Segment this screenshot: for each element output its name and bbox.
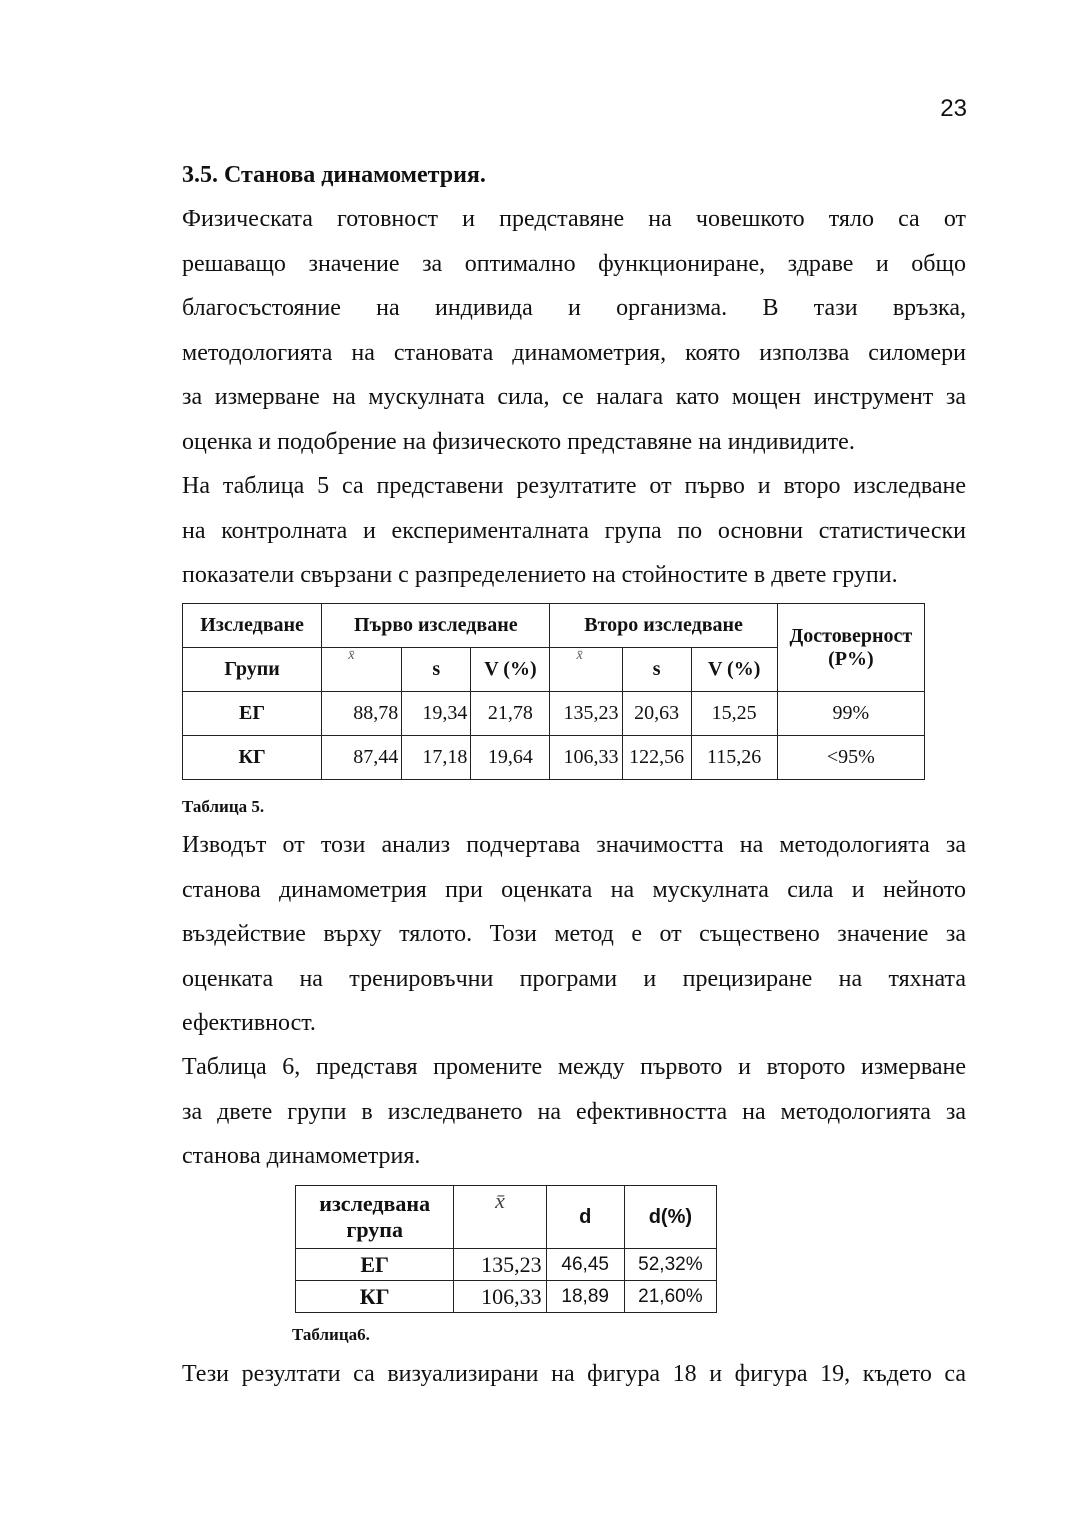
- text-line: Физическата готовност и представяне на човешкото тяло са от: [182, 206, 966, 232]
- header-d: d: [546, 1186, 624, 1249]
- paragraph-table5-intro: [182, 464, 966, 598]
- cell-s2: 122,56: [622, 736, 691, 780]
- text-line: за двете групи в изследването на ефективността на методологията за: [182, 1098, 966, 1125]
- table-row: [296, 1281, 717, 1313]
- cell-mean: 135,23: [454, 1249, 546, 1281]
- table-6-caption: Таблица6.: [292, 1325, 370, 1344]
- cell-d: 46,45: [546, 1249, 624, 1281]
- table-5: [182, 603, 925, 780]
- paragraph-intro: [182, 197, 966, 464]
- mean-symbol: x̄: [348, 648, 355, 663]
- header-v-2: V (%): [691, 648, 777, 692]
- table-row: [296, 1249, 717, 1281]
- cell-group: ЕГ: [296, 1249, 454, 1281]
- header-studied-group: изследвана група: [296, 1186, 454, 1249]
- header-reliability: Достоверност (P%): [777, 604, 924, 692]
- header-study: Изследване: [183, 604, 322, 648]
- header-s-2: s: [622, 648, 691, 692]
- header-mean-1: [322, 648, 402, 692]
- cell-x2: 106,33: [550, 736, 622, 780]
- cell-d-percent: 21,60%: [624, 1281, 716, 1313]
- text-line: показатели свързани с разпределението на стойностите в двете групи.: [182, 562, 898, 588]
- cell-v2: 15,25: [691, 692, 777, 736]
- header-mean: x̄: [454, 1186, 546, 1249]
- table-5-caption: Таблица 5.: [182, 797, 265, 816]
- cell-x2: 135,23: [550, 692, 622, 736]
- text-line: станова динамометрия при оценката на мускулната сила и нейното: [182, 876, 966, 903]
- text-line: Таблица 6, представя промените между първото и второто измерване: [182, 1054, 966, 1080]
- cell-x1: 87,44: [322, 736, 402, 780]
- cell-group: КГ: [296, 1281, 454, 1313]
- header-d-percent: d(%): [624, 1186, 716, 1249]
- cell-s1: 17,18: [402, 736, 471, 780]
- cell-d: 18,89: [546, 1281, 624, 1313]
- cell-mean: 106,33: [454, 1281, 546, 1313]
- header-second-study: Второ изследване: [550, 604, 777, 648]
- text-line: решаващо значение за оптимално функциониране, здраве и общо: [182, 250, 966, 277]
- cell-p: <95%: [777, 736, 924, 780]
- cell-s2: 20,63: [622, 692, 691, 736]
- text-line: Тези резултати са визуализирани на фигура 18 и фигура 19, където са: [182, 1361, 966, 1387]
- text-line: за измерване на мускулната сила, се налага като мощен инструмент за: [182, 384, 966, 410]
- table-row: [183, 736, 925, 780]
- cell-group: КГ: [183, 736, 322, 780]
- text-line: на контролната и експерименталната група по основни статистически: [182, 517, 966, 544]
- text-line: оценката на тренировъчни програми и прецизиране на тяхната: [182, 965, 966, 992]
- header-groups: Групи: [183, 648, 322, 692]
- cell-x1: 88,78: [322, 692, 402, 736]
- text-line: На таблица 5 са представени резултатите от първо и второ изследване: [182, 473, 966, 499]
- cell-group: ЕГ: [183, 692, 322, 736]
- page-number: 23: [940, 95, 967, 122]
- paragraph-conclusion: [182, 823, 966, 1046]
- text-line: ефективност.: [182, 1010, 316, 1036]
- header-v-1: V (%): [471, 648, 550, 692]
- paragraph-figures: [182, 1352, 966, 1397]
- text-line: станова динамометрия.: [182, 1143, 421, 1169]
- section-heading: 3.5. Станова динамометрия.: [182, 162, 486, 188]
- text-line: благосъстояние на индивида и организма. В тази връзка,: [182, 295, 966, 321]
- cell-d-percent: 52,32%: [624, 1249, 716, 1281]
- header-first-study: Първо изследване: [322, 604, 550, 648]
- text-line: въздействие върху тялото. Този метод е от съществено значение за: [182, 921, 966, 947]
- mean-symbol: x̄: [576, 648, 583, 663]
- text-line: Изводът от този анализ подчертава значимостта на методологията за: [182, 832, 966, 858]
- cell-v1: 21,78: [471, 692, 550, 736]
- text-line: оценка и подобрение на физическото представяне на индивидите.: [182, 428, 855, 455]
- table-6: [295, 1185, 717, 1313]
- header-s-1: s: [402, 648, 471, 692]
- cell-v2: 115,26: [691, 736, 777, 780]
- cell-p: 99%: [777, 692, 924, 736]
- cell-s1: 19,34: [402, 692, 471, 736]
- table-row: [183, 692, 925, 736]
- text-line: методологията на становата динамометрия, която използва силомери: [182, 339, 966, 366]
- paragraph-table6-intro: [182, 1045, 966, 1179]
- cell-v1: 19,64: [471, 736, 550, 780]
- header-mean-2: [550, 648, 622, 692]
